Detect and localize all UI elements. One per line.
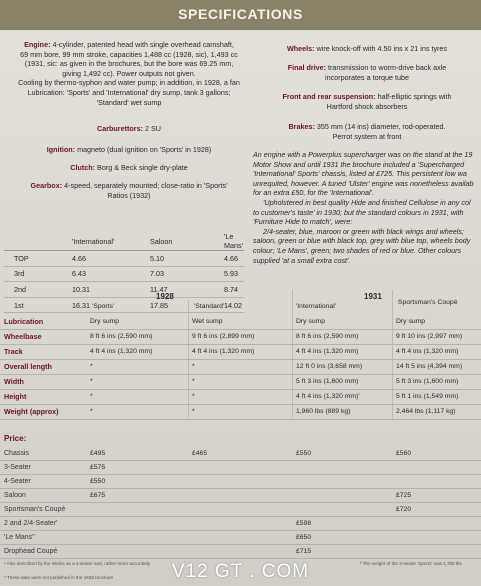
price-row [0,516,481,531]
price-value: £550 [296,450,312,457]
price-value: £560 [396,450,412,457]
dimension-label: Overall length [4,362,52,371]
carburettor-spec [4,124,254,134]
engine-line-4: giving 1,492 cc). Power outputs not given. [62,68,196,78]
dimension-row [0,359,481,375]
dimension-value: 2,464 lbs (1,117 kg) [396,408,456,415]
gear-cell: 16.31 [62,297,140,313]
gear-cell: 1st [4,297,62,313]
suspension-line-1: half-elliptic springs with [377,92,452,101]
dimension-value: 4 ft 4 ins (1,320 mm) [192,348,255,355]
paragraph-line: 'Furniture Hide to match', were: [253,217,353,227]
dimension-value: 5 ft 3 ins (1,600 mm) [396,378,459,385]
price-row [0,474,481,489]
wheels-spec [253,44,481,54]
paragraph-line: supplied 'at a small extra cost'. [253,255,351,265]
price-value: £495 [90,450,106,457]
gear-header-cell [4,232,62,251]
gearbox-spec [4,181,254,200]
dimension-value: * [192,408,195,415]
dimension-row [0,389,481,405]
dimension-value: * [90,378,93,385]
price-heading: Price: [4,434,27,443]
col-sports: 'Sports' [92,303,115,310]
price-value: £465 [192,450,208,457]
price-label: 4-Seater [4,478,31,485]
suspension-spec [253,92,481,111]
price-value: £598 [296,520,312,527]
gear-cell: 5.10 [140,251,214,267]
suspension-label: Front and rear suspension: [282,92,376,101]
paragraph-line: saloon, green or blue with black top, grey with blue top, wheels body [253,236,471,246]
price-row [0,460,481,475]
engine-line-3: (1931, sic: as given in the brochures, but the bore was 69.25 mm, [24,59,234,69]
dimension-value: 5 ft 1 ins (1,549 mm) [396,393,459,400]
engine-line-1: 4-cylinder, patented head with single overhead camshaft, [52,40,234,49]
paragraph-line: to customer's taste' in 1930; but the standard colours in 1931, with [253,207,464,217]
dimension-value: 4 ft 4 ins (1,320 mm) [396,348,459,355]
paragraph-line: An engine with a Powerplus supercharger was on the stand at the 19 [253,150,473,159]
dimension-value: * [90,393,93,400]
dimension-value: 8 ft 6 ins (2,590 mm) [296,333,359,340]
dimension-value: * [90,408,93,415]
gear-header-cell: Saloon [140,232,214,251]
dimension-value: 14 ft 5 ins (4,394 mm) [396,363,463,370]
price-row [0,544,481,559]
price-value: £650 [296,534,312,541]
dimension-value: Dry sump [90,318,120,325]
year-1931: 1931 [364,292,382,301]
dimension-label: Height [4,392,27,401]
gear-ratio-table [4,232,244,313]
price-row [0,530,481,545]
carb-label: Carburettors: [97,124,143,133]
gear-header-cell: 'International' [62,232,140,251]
dimension-value: Dry sump [296,318,326,325]
dimension-label: Wheelbase [4,332,42,341]
carb-value: 2 SU [144,124,161,133]
brakes-line-2: Perrot system at front [332,131,402,141]
price-label: Drophead Coupé [4,548,58,555]
gear-cell: 17.85 [140,297,214,313]
dimension-value: 4 ft 4 ins (1,320 mm) [296,348,359,355]
price-value: £715 [296,548,312,555]
paragraph-line: unrequited, however. A tuned 'Ulster' engine was nonetheless availab [253,178,474,188]
dimension-value: 4 ft 4 ins (1,320 mm) [90,348,153,355]
dimension-value: 5 ft 3 ins (1,600 mm) [296,378,359,385]
ratios-note: Ratios (1932) [107,190,151,200]
price-label: 3-Seater [4,464,31,471]
paragraph-line: Motor Show and until 1931 the brochure included a 'Supercharged [253,159,465,169]
engine-label: Engine: [24,40,51,49]
dimension-value: Wet sump [192,318,223,325]
col-standard: 'Standard' [194,303,225,310]
dimension-value: 9 ft 6 ins (2,899 mm) [192,333,255,340]
gear-cell: 2nd [4,282,62,298]
dimension-label: Track [4,347,23,356]
engine-spec [4,40,254,107]
dimension-value: 4 ft 4 ins (1,320 mm)' [296,393,360,400]
price-label: Saloon [4,492,26,499]
final-drive-label: Final drive: [287,63,327,72]
dimension-value: 8 ft 6 ins (2,590 mm) [90,333,153,340]
engine-line-2: 69 mm bore, 99 mm stroke, capacities 1,488 cc (1928, sic), 1,493 cc [20,49,238,59]
price-value: £720 [396,506,412,513]
ignition-value: magneto (dual ignition on 'Sports' in 1928) [77,145,212,154]
clutch-label: Clutch: [70,163,96,172]
dimension-value: * [90,363,93,370]
dimension-label: Lubrication [4,317,44,326]
gear-cell: TOP [4,251,62,267]
dimension-row [0,314,481,330]
price-label: 2 and 2/4-Seater' [4,520,58,527]
paragraph-line: for an extra £50, for the 'International'. [253,188,375,198]
watermark-logo: V12 GT . COM [171,561,310,582]
page-title: SPECIFICATIONS [178,6,303,22]
ignition-label: Ignition: [46,145,76,154]
dimension-row [0,329,481,345]
gear-cell: 10.31 [62,282,140,298]
year-1928: 1928 [156,292,174,301]
gear-cell: 6.43 [62,266,140,282]
footnote-3: * These data were not published in the 1928 brochure [4,575,114,580]
engine-line-7: 'Standard' wet sump [96,97,162,107]
price-value: £575 [90,464,106,471]
price-row [0,446,481,461]
dimension-value: * [192,393,195,400]
final-drive-line-2: incorporates a torque tube [325,72,409,82]
gear-cell: 11.47 [140,282,214,298]
dimension-value: 1,960 lbs (889 kg) [296,408,351,415]
price-value: £675 [90,492,106,499]
gear-cell: 8.74 [214,282,244,298]
brakes-label: Brakes: [288,122,315,131]
gear-header-cell: 'Le Mans' [214,232,244,251]
gear-table-row [4,251,244,267]
footnote-2: ² The weight of the 2-seater 'Sports' was 1,700 lbs [360,561,462,566]
price-value: £550 [90,478,106,485]
gear-table-row [4,282,244,298]
history-paragraph [253,150,481,265]
ignition-spec [4,145,254,155]
price-value: £725 [396,492,412,499]
price-label: Chassis [4,450,29,457]
price-row [0,488,481,503]
dimension-value: 9 ft 10 ins (2,997 mm) [396,333,463,340]
dimension-label: Weight (approx) [4,407,59,416]
brakes-line-1: 355 mm (14 ins) diameter, rod-operated. [316,122,446,131]
clutch-spec [4,163,254,173]
dimension-row [0,344,481,360]
gear-cell: 4.66 [214,251,244,267]
dimension-value: * [192,378,195,385]
price-row [0,502,481,517]
price-label: 'Le Mans'' [4,534,35,541]
gearbox-value: 4-speed, separately mounted; close-ratio in 'Sports' [64,181,228,190]
gear-cell: 7.03 [140,266,214,282]
paragraph-line: 'International' Sports' chassis, listed at £725. This persistent low wa [253,169,467,179]
dimension-label: Width [4,377,24,386]
gear-table-header [4,232,244,251]
col-sportsmans-coupe: Sportsman's Coupé [398,299,458,306]
dimension-row [0,374,481,390]
wheels-label: Wheels: [286,44,315,53]
dimension-value: * [192,363,195,370]
footnote-1: ¹ Also described by the Works as a 4-seater and, rather more accurately [4,561,151,566]
paragraph-line: colour; 'Le Mans', green; two shades of red or blue. Other colours [253,245,462,255]
gearbox-label: Gearbox: [30,181,63,190]
suspension-line-2: Hartford shock absorbers [326,101,408,111]
engine-line-5: Cooling by thermo-syphon and water pump; in addition, in 1928, a fan [18,78,240,88]
engine-line-6: Lubrication: 'Sports' and 'International' dry sump, tank 3 gallons; [27,87,231,97]
paragraph-line: 'Upholstered in best quality Hide and finished Cellulose in any col [263,197,471,207]
dimension-value: Dry sump [396,318,426,325]
gear-cell: 3rd [4,266,62,282]
gear-cell: 14.02 [214,297,244,313]
col-international: 'International' [296,303,337,310]
price-label: Sportsman's Coupé [4,506,66,513]
final-drive-line-1: transmission to worm-drive back axle [328,63,447,72]
dimension-value: 12 ft 0 ins (3,658 mm) [296,363,363,370]
paragraph-line: 2/4-seater, blue, maroon or green with black wings and wheels; [263,226,464,236]
gear-table-row [4,266,244,282]
final-drive-spec [253,63,481,82]
brakes-spec [253,122,481,141]
dimension-row [0,404,481,420]
wheels-value: wire knock-off with 4.50 ins x 21 ins tyres [316,44,448,53]
gear-cell: 4.66 [62,251,140,267]
gear-cell: 5.93 [214,266,244,282]
clutch-value: Borg & Beck single dry-plate [97,163,188,172]
